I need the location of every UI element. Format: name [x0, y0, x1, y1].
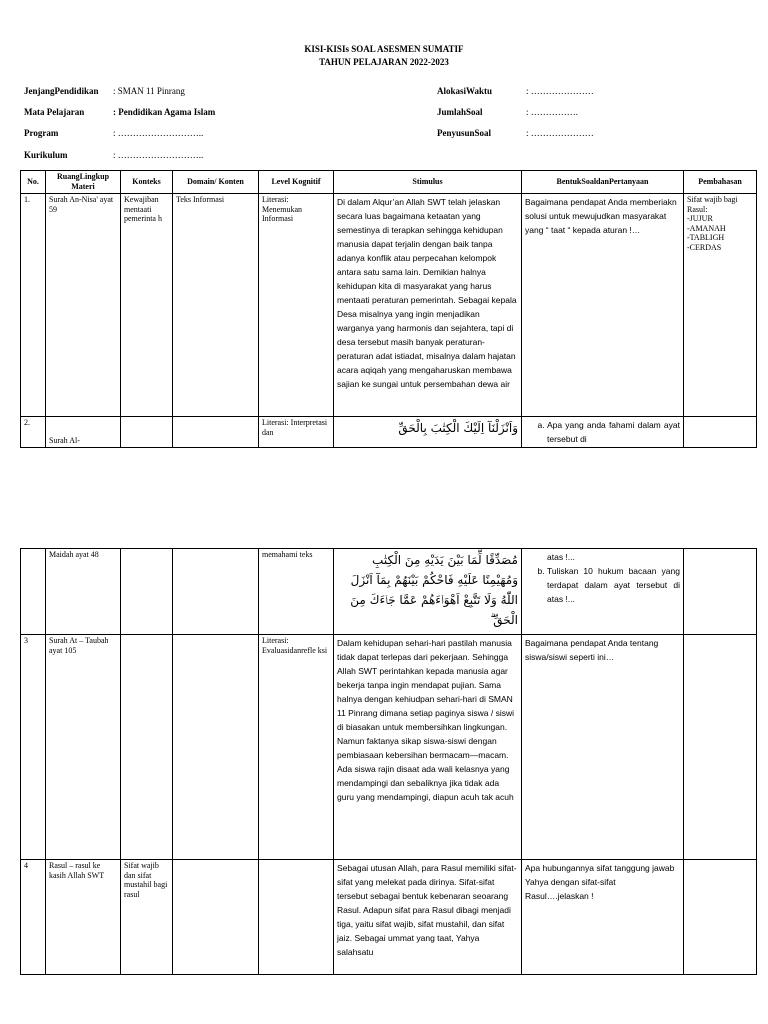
- cell-no: 2.: [21, 417, 46, 448]
- mapel-label: Mata Pelajaran: [24, 107, 85, 117]
- cell-no: [21, 549, 46, 635]
- header-pembahasan: Pembahasan: [684, 171, 757, 194]
- jumlah-label: JumlahSoal: [437, 107, 483, 117]
- question-item-continued: atas !...: [547, 552, 575, 562]
- jenjang-label: JenjangPendidikan: [24, 86, 99, 96]
- header-konteks: Konteks: [121, 171, 173, 194]
- cell-materi: Surah At – Taubah ayat 105: [46, 635, 121, 860]
- header-bentuk: BentukSoaldanPertanyaan: [522, 171, 684, 194]
- cell-domain: [173, 417, 259, 448]
- alokasi-label: AlokasiWaktu: [437, 86, 493, 96]
- cell-level: Literasi: Evaluasidanrefle ksi: [259, 635, 334, 860]
- cell-no: 4: [21, 860, 46, 975]
- cell-stimulus: Di dalam Alqur’an Allah SWT telah jelaskan secara luas bagaimana ketaatan yang semestinya di terapkan sehingga kehidupan manusia dapat terjalin dengan baik tanpa adanya konflik atau perpecahan kelompok antara satu sama lain. Demikian halnya kehidupan kita di masyarakat yang harus mentaati peraturan pemerintah. Sebagai kepala Desa misalnya yang ingin menjadikan warganya yang harmonis dan sejahtera, tapi di desa tersebut masih banyak peraturan-peraturan adat istiadat, misalnya dalam hajatan acara aqiqah yang mengaharuskan membawa sajian ke sungai untuk persembahan dewa air: [334, 194, 522, 417]
- program-value: : ………………………..: [113, 128, 204, 138]
- header-stimulus: Stimulus: [334, 171, 522, 194]
- cell-bentuk: [522, 549, 684, 635]
- cell-level: memahami teks: [259, 549, 334, 635]
- cell-bentuk: Apa hubungannya sifat tanggung jawab Yahya dengan sifat-sifat Rasul….jelaskan !: [522, 860, 684, 975]
- table-row: [21, 417, 757, 448]
- question-list: [525, 564, 680, 606]
- cell-level: Literasi: Interpretasi dan: [259, 417, 334, 448]
- jenjang-value: : SMAN 11 Pinrang: [113, 86, 185, 96]
- cell-pembahasan: [684, 549, 757, 635]
- program-label: Program: [24, 128, 59, 138]
- cell-domain: [173, 549, 259, 635]
- mapel-value: : Pendidikan Agama Islam: [113, 107, 216, 117]
- cell-domain: [173, 635, 259, 860]
- pembahasan-line: -JUJUR: [687, 214, 713, 224]
- pembahasan-line: -AMANAH: [687, 223, 726, 233]
- pembahasan-line: -CERDAS: [687, 242, 722, 252]
- question-list: [525, 418, 680, 446]
- kurikulum-value: : ………………………..: [113, 150, 204, 160]
- cell-stimulus: Dalam kehidupan sehari-hari pastilah manusia tidak dapat terlepas dari pekerjaan. Sehingga Allah SWT perintahkan kepada manusia agar bekerja tanpa ingin mendapat pujian. Sama halnya dengan kehiudpan sehari-hari di SMAN 11 Pinrang dimana setiap paginya siswa / siswi di biasakan untuk membersihkan lingkungan. Namun faktanya sikap siswa-siswi dengan pembiasaan kebersihan bermacam—macam. Ada siswa rajin disaat ada wali kelasnya yang mendampingi dan sebaliknya jika tidak ada guru yang mendampingi, diapun acuh tak acuh: [334, 635, 522, 860]
- table-row: [21, 635, 757, 860]
- table-row: [21, 549, 757, 635]
- kisi-table-page1: [20, 170, 757, 448]
- alokasi-value: : …………………: [526, 86, 594, 96]
- cell-bentuk: Bagaimana pendapat Anda memberiakn solusi untuk mewujudkan masyarakat yang “ taat “ kepada aturan !…: [522, 194, 684, 417]
- pembahasan-line: Sifat wajib bagi Rasul:: [687, 195, 738, 214]
- header-materi: RuangLingkup Materi: [46, 171, 121, 194]
- jumlah-value: : …………….: [526, 107, 579, 117]
- kurikulum-label: Kurikulum: [24, 150, 68, 160]
- header-level: Level Kognitif: [259, 171, 334, 194]
- cell-materi: Surah An-Nisa' ayat 59: [46, 194, 121, 417]
- pembahasan-line: -TABLIGH: [687, 233, 725, 243]
- cell-no: 3: [21, 635, 46, 860]
- cell-konteks: Kewajiban mentaati pemerinta h: [121, 194, 173, 417]
- table-row: [21, 860, 757, 975]
- cell-domain: [173, 860, 259, 975]
- cell-materi: Surah Al-: [46, 417, 121, 448]
- cell-konteks: [121, 417, 173, 448]
- cell-level: Literasi: Menemukan Informasi: [259, 194, 334, 417]
- cell-arabic-verse: وَاَنْزَلْنَآ اِلَيْكَ الْكِتٰبَ بِالْحَقِّ: [334, 417, 522, 448]
- cell-stimulus: Sebagai utusan Allah, para Rasul memiliki sifat-sifat yang melekat pada dirinya. Sifat-sifat tersebut sebagai bentuk kebenaran seoarang Rasul. Adapun sifat para Rasul dibagi menjadi tiga, yaitu sifat wajib, sifat mustahil, dan sifat jaiz. Sebagai ummat yang taat, Yahya salahsatu: [334, 860, 522, 975]
- cell-konteks: [121, 635, 173, 860]
- cell-konteks: [121, 549, 173, 635]
- cell-konteks: Sifat wajib dan sifat mustahil bagi rasul: [121, 860, 173, 975]
- kisi-table-page2: [20, 548, 757, 975]
- penyusun-value: : …………………: [526, 128, 594, 138]
- cell-pembahasan: [684, 635, 757, 860]
- cell-bentuk: Bagaimana pendapat Anda tentang siswa/siswi seperti ini…: [522, 635, 684, 860]
- cell-arabic-verse: مُصَدِّقًا لِّمَا بَيْنَ يَدَيْهِ مِنَ الْكِتٰبِ وَمُهَيْمِنًا عَلَيْهِ فَاحْكُمْ بَيْنَهُمْ بِمَآ اَنْزَلَ اللّٰهُ وَلَا تَتَّبِعْ اَهْوَاۤءَهُمْ عَمَّا جَاۤءَكَ مِنَ الْحَقِّ ۗ: [334, 549, 522, 635]
- cell-bentuk: [522, 417, 684, 448]
- cell-level: [259, 860, 334, 975]
- table-header-row: [21, 171, 757, 194]
- cell-domain: Teks Informasi: [173, 194, 259, 417]
- question-item: a. Apa yang anda fahami dalam ayat tersebut di: [547, 418, 680, 446]
- document-subtitle: TAHUN PELAJARAN 2022-2023: [319, 57, 449, 67]
- cell-pembahasan: [684, 194, 757, 417]
- penyusun-label: PenyusunSoal: [437, 128, 492, 138]
- cell-pembahasan: [684, 417, 757, 448]
- cell-pembahasan: [684, 860, 757, 975]
- header-domain: Domain/ Konten: [173, 171, 259, 194]
- cell-materi: Maidah ayat 48: [46, 549, 121, 635]
- cell-materi: Rasul – rasul ke kasih Allah SWT: [46, 860, 121, 975]
- question-item: b. Tuliskan 10 hukum bacaan yang terdapat dalam ayat tersebut di atas !...: [547, 564, 680, 606]
- cell-no: 1.: [21, 194, 46, 417]
- document-title: KISI-KISIs SOAL ASESMEN SUMATIF: [304, 44, 464, 54]
- table-row: [21, 194, 757, 417]
- header-no: No.: [21, 171, 46, 194]
